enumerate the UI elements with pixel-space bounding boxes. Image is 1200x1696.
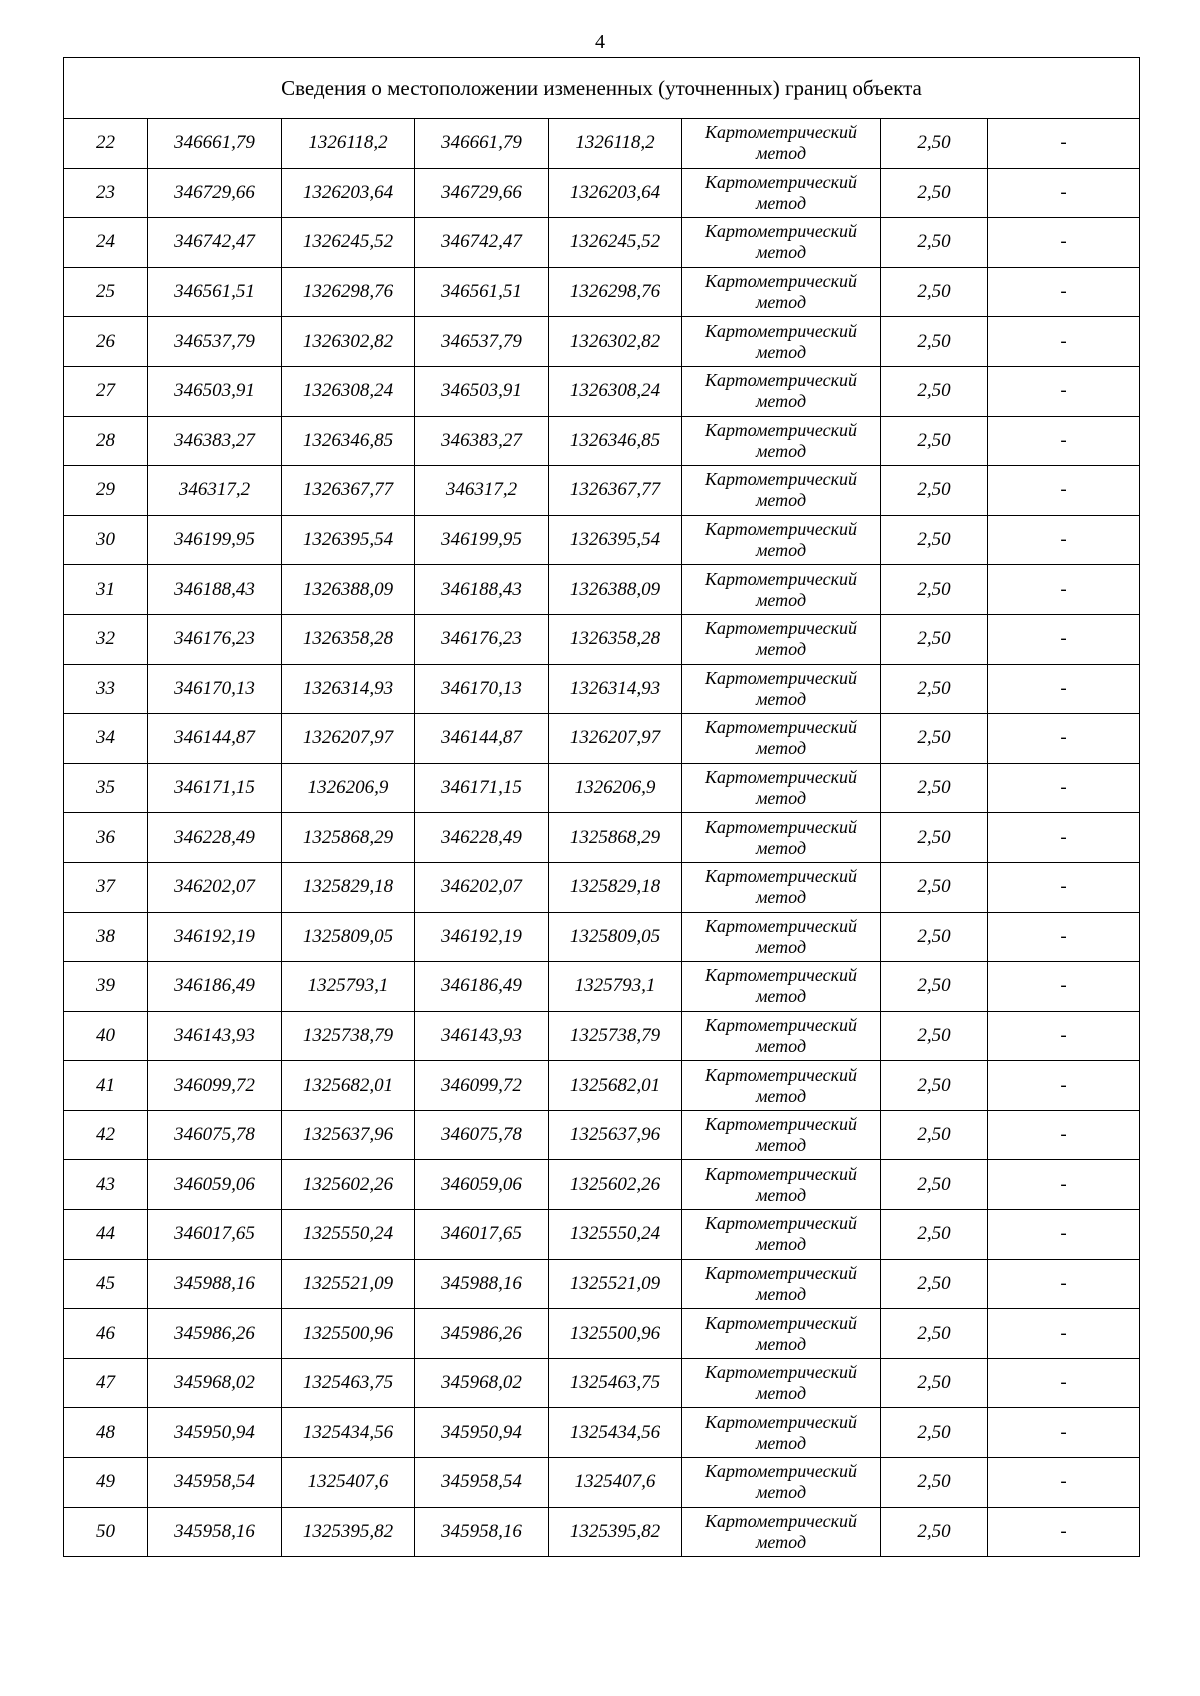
refined-x-cell: 345950,94 bbox=[415, 1408, 549, 1458]
note-cell: - bbox=[988, 862, 1140, 912]
method-cell: Картометрический метод bbox=[682, 1210, 881, 1260]
refined-x-cell: 346729,66 bbox=[415, 168, 549, 218]
table-row bbox=[64, 1309, 1140, 1359]
refined-x-cell: 346383,27 bbox=[415, 416, 549, 466]
existing-x-cell: 345988,16 bbox=[148, 1259, 282, 1309]
refined-x-cell: 346059,06 bbox=[415, 1160, 549, 1210]
method-cell: Картометрический метод bbox=[682, 862, 881, 912]
table-row bbox=[64, 1061, 1140, 1111]
refined-y-cell: 1325434,56 bbox=[549, 1408, 682, 1458]
point-number-cell: 29 bbox=[64, 466, 148, 516]
table-row bbox=[64, 862, 1140, 912]
method-cell: Картометрический метод bbox=[682, 317, 881, 367]
refined-y-cell: 1325395,82 bbox=[549, 1507, 682, 1557]
note-cell: - bbox=[988, 317, 1140, 367]
refined-x-cell: 346176,23 bbox=[415, 614, 549, 664]
existing-y-cell: 1325829,18 bbox=[282, 862, 415, 912]
table-row bbox=[64, 218, 1140, 268]
point-number-cell: 32 bbox=[64, 614, 148, 664]
point-number-cell: 44 bbox=[64, 1210, 148, 1260]
note-cell: - bbox=[988, 813, 1140, 863]
refined-y-cell: 1325637,96 bbox=[549, 1110, 682, 1160]
table-row bbox=[64, 714, 1140, 764]
accuracy-cell: 2,50 bbox=[881, 119, 988, 169]
refined-y-cell: 1326298,76 bbox=[549, 267, 682, 317]
existing-x-cell: 346017,65 bbox=[148, 1210, 282, 1260]
accuracy-cell: 2,50 bbox=[881, 1309, 988, 1359]
existing-y-cell: 1326358,28 bbox=[282, 614, 415, 664]
method-cell: Картометрический метод bbox=[682, 267, 881, 317]
table-body bbox=[64, 58, 1140, 1557]
method-cell: Картометрический метод bbox=[682, 1458, 881, 1508]
note-cell: - bbox=[988, 1160, 1140, 1210]
point-number-cell: 37 bbox=[64, 862, 148, 912]
point-number-cell: 35 bbox=[64, 763, 148, 813]
existing-x-cell: 346561,51 bbox=[148, 267, 282, 317]
table-row bbox=[64, 962, 1140, 1012]
note-cell: - bbox=[988, 763, 1140, 813]
existing-x-cell: 346075,78 bbox=[148, 1110, 282, 1160]
note-cell: - bbox=[988, 168, 1140, 218]
existing-y-cell: 1326302,82 bbox=[282, 317, 415, 367]
existing-y-cell: 1325407,6 bbox=[282, 1458, 415, 1508]
refined-x-cell: 346170,13 bbox=[415, 664, 549, 714]
existing-y-cell: 1325793,1 bbox=[282, 962, 415, 1012]
refined-x-cell: 345968,02 bbox=[415, 1358, 549, 1408]
table-header-row bbox=[64, 58, 1140, 119]
accuracy-cell: 2,50 bbox=[881, 565, 988, 615]
table-row bbox=[64, 366, 1140, 416]
method-cell: Картометрический метод bbox=[682, 664, 881, 714]
refined-x-cell: 346561,51 bbox=[415, 267, 549, 317]
page-number: 4 bbox=[595, 31, 605, 53]
accuracy-cell: 2,50 bbox=[881, 1011, 988, 1061]
table-row bbox=[64, 1210, 1140, 1260]
method-cell: Картометрический метод bbox=[682, 1011, 881, 1061]
refined-y-cell: 1325407,6 bbox=[549, 1458, 682, 1508]
refined-x-cell: 346186,49 bbox=[415, 962, 549, 1012]
point-number-cell: 24 bbox=[64, 218, 148, 268]
existing-x-cell: 345950,94 bbox=[148, 1408, 282, 1458]
note-cell: - bbox=[988, 1408, 1140, 1458]
refined-x-cell: 346537,79 bbox=[415, 317, 549, 367]
existing-y-cell: 1325521,09 bbox=[282, 1259, 415, 1309]
existing-y-cell: 1325682,01 bbox=[282, 1061, 415, 1111]
refined-y-cell: 1325463,75 bbox=[549, 1358, 682, 1408]
accuracy-cell: 2,50 bbox=[881, 366, 988, 416]
table-row bbox=[64, 1011, 1140, 1061]
note-cell: - bbox=[988, 1358, 1140, 1408]
existing-x-cell: 346176,23 bbox=[148, 614, 282, 664]
refined-y-cell: 1326118,2 bbox=[549, 119, 682, 169]
point-number-cell: 49 bbox=[64, 1458, 148, 1508]
method-cell: Картометрический метод bbox=[682, 763, 881, 813]
refined-y-cell: 1326367,77 bbox=[549, 466, 682, 516]
existing-y-cell: 1326118,2 bbox=[282, 119, 415, 169]
refined-y-cell: 1325809,05 bbox=[549, 912, 682, 962]
note-cell: - bbox=[988, 962, 1140, 1012]
accuracy-cell: 2,50 bbox=[881, 763, 988, 813]
table-row bbox=[64, 912, 1140, 962]
point-number-cell: 50 bbox=[64, 1507, 148, 1557]
existing-y-cell: 1325463,75 bbox=[282, 1358, 415, 1408]
note-cell: - bbox=[988, 912, 1140, 962]
point-number-cell: 36 bbox=[64, 813, 148, 863]
note-cell: - bbox=[988, 416, 1140, 466]
point-number-cell: 33 bbox=[64, 664, 148, 714]
existing-y-cell: 1326314,93 bbox=[282, 664, 415, 714]
refined-y-cell: 1326358,28 bbox=[549, 614, 682, 664]
accuracy-cell: 2,50 bbox=[881, 862, 988, 912]
refined-y-cell: 1326203,64 bbox=[549, 168, 682, 218]
point-number-cell: 40 bbox=[64, 1011, 148, 1061]
accuracy-cell: 2,50 bbox=[881, 317, 988, 367]
table-row bbox=[64, 267, 1140, 317]
refined-x-cell: 346228,49 bbox=[415, 813, 549, 863]
point-number-cell: 46 bbox=[64, 1309, 148, 1359]
refined-x-cell: 346144,87 bbox=[415, 714, 549, 764]
note-cell: - bbox=[988, 1210, 1140, 1260]
table-row bbox=[64, 813, 1140, 863]
accuracy-cell: 2,50 bbox=[881, 714, 988, 764]
table-row bbox=[64, 565, 1140, 615]
refined-x-cell: 345988,16 bbox=[415, 1259, 549, 1309]
note-cell: - bbox=[988, 1309, 1140, 1359]
method-cell: Картометрический метод bbox=[682, 565, 881, 615]
note-cell: - bbox=[988, 1061, 1140, 1111]
point-number-cell: 45 bbox=[64, 1259, 148, 1309]
method-cell: Картометрический метод bbox=[682, 1408, 881, 1458]
existing-y-cell: 1326298,76 bbox=[282, 267, 415, 317]
method-cell: Картометрический метод bbox=[682, 1358, 881, 1408]
method-cell: Картометрический метод bbox=[682, 614, 881, 664]
existing-y-cell: 1326388,09 bbox=[282, 565, 415, 615]
existing-x-cell: 346144,87 bbox=[148, 714, 282, 764]
refined-x-cell: 346317,2 bbox=[415, 466, 549, 516]
point-number-cell: 27 bbox=[64, 366, 148, 416]
point-number-cell: 34 bbox=[64, 714, 148, 764]
point-number-cell: 22 bbox=[64, 119, 148, 169]
method-cell: Картометрический метод bbox=[682, 1160, 881, 1210]
existing-x-cell: 346199,95 bbox=[148, 515, 282, 565]
boundary-coordinates-table bbox=[63, 57, 1140, 1557]
refined-y-cell: 1326302,82 bbox=[549, 317, 682, 367]
existing-y-cell: 1326395,54 bbox=[282, 515, 415, 565]
method-cell: Картометрический метод bbox=[682, 714, 881, 764]
existing-y-cell: 1326207,97 bbox=[282, 714, 415, 764]
refined-x-cell: 346143,93 bbox=[415, 1011, 549, 1061]
existing-x-cell: 346171,15 bbox=[148, 763, 282, 813]
existing-x-cell: 346742,47 bbox=[148, 218, 282, 268]
refined-x-cell: 345986,26 bbox=[415, 1309, 549, 1359]
refined-y-cell: 1326245,52 bbox=[549, 218, 682, 268]
refined-y-cell: 1325602,26 bbox=[549, 1160, 682, 1210]
existing-x-cell: 345986,26 bbox=[148, 1309, 282, 1359]
accuracy-cell: 2,50 bbox=[881, 614, 988, 664]
point-number-cell: 39 bbox=[64, 962, 148, 1012]
note-cell: - bbox=[988, 1259, 1140, 1309]
method-cell: Картометрический метод bbox=[682, 1110, 881, 1160]
existing-x-cell: 345958,16 bbox=[148, 1507, 282, 1557]
method-cell: Картометрический метод bbox=[682, 218, 881, 268]
accuracy-cell: 2,50 bbox=[881, 267, 988, 317]
method-cell: Картометрический метод bbox=[682, 813, 881, 863]
existing-x-cell: 346143,93 bbox=[148, 1011, 282, 1061]
table-row bbox=[64, 664, 1140, 714]
table-row bbox=[64, 1358, 1140, 1408]
refined-y-cell: 1326395,54 bbox=[549, 515, 682, 565]
existing-x-cell: 346192,19 bbox=[148, 912, 282, 962]
refined-y-cell: 1326206,9 bbox=[549, 763, 682, 813]
refined-y-cell: 1325500,96 bbox=[549, 1309, 682, 1359]
existing-y-cell: 1325738,79 bbox=[282, 1011, 415, 1061]
refined-y-cell: 1325829,18 bbox=[549, 862, 682, 912]
existing-x-cell: 346170,13 bbox=[148, 664, 282, 714]
existing-y-cell: 1326346,85 bbox=[282, 416, 415, 466]
note-cell: - bbox=[988, 119, 1140, 169]
existing-x-cell: 346729,66 bbox=[148, 168, 282, 218]
accuracy-cell: 2,50 bbox=[881, 218, 988, 268]
accuracy-cell: 2,50 bbox=[881, 1507, 988, 1557]
existing-x-cell: 346503,91 bbox=[148, 366, 282, 416]
refined-y-cell: 1326388,09 bbox=[549, 565, 682, 615]
method-cell: Картометрический метод bbox=[682, 366, 881, 416]
accuracy-cell: 2,50 bbox=[881, 813, 988, 863]
refined-y-cell: 1325550,24 bbox=[549, 1210, 682, 1260]
point-number-cell: 41 bbox=[64, 1061, 148, 1111]
note-cell: - bbox=[988, 1458, 1140, 1508]
refined-x-cell: 346503,91 bbox=[415, 366, 549, 416]
note-cell: - bbox=[988, 714, 1140, 764]
refined-x-cell: 346075,78 bbox=[415, 1110, 549, 1160]
note-cell: - bbox=[988, 366, 1140, 416]
point-number-cell: 30 bbox=[64, 515, 148, 565]
method-cell: Картометрический метод bbox=[682, 962, 881, 1012]
refined-y-cell: 1325868,29 bbox=[549, 813, 682, 863]
existing-y-cell: 1325809,05 bbox=[282, 912, 415, 962]
method-cell: Картометрический метод bbox=[682, 416, 881, 466]
table-row bbox=[64, 1259, 1140, 1309]
existing-y-cell: 1325637,96 bbox=[282, 1110, 415, 1160]
method-cell: Картометрический метод bbox=[682, 1259, 881, 1309]
refined-x-cell: 346661,79 bbox=[415, 119, 549, 169]
point-number-cell: 31 bbox=[64, 565, 148, 615]
method-cell: Картометрический метод bbox=[682, 515, 881, 565]
method-cell: Картометрический метод bbox=[682, 1507, 881, 1557]
refined-y-cell: 1325793,1 bbox=[549, 962, 682, 1012]
note-cell: - bbox=[988, 1110, 1140, 1160]
existing-y-cell: 1325395,82 bbox=[282, 1507, 415, 1557]
method-cell: Картометрический метод bbox=[682, 119, 881, 169]
table-row bbox=[64, 515, 1140, 565]
point-number-cell: 28 bbox=[64, 416, 148, 466]
existing-x-cell: 345958,54 bbox=[148, 1458, 282, 1508]
table-row bbox=[64, 1110, 1140, 1160]
note-cell: - bbox=[988, 267, 1140, 317]
table-row bbox=[64, 1408, 1140, 1458]
method-cell: Картометрический метод bbox=[682, 168, 881, 218]
refined-y-cell: 1325521,09 bbox=[549, 1259, 682, 1309]
refined-y-cell: 1325738,79 bbox=[549, 1011, 682, 1061]
refined-x-cell: 346188,43 bbox=[415, 565, 549, 615]
refined-x-cell: 346202,07 bbox=[415, 862, 549, 912]
accuracy-cell: 2,50 bbox=[881, 1210, 988, 1260]
existing-x-cell: 345968,02 bbox=[148, 1358, 282, 1408]
existing-x-cell: 346059,06 bbox=[148, 1160, 282, 1210]
accuracy-cell: 2,50 bbox=[881, 1458, 988, 1508]
existing-x-cell: 346661,79 bbox=[148, 119, 282, 169]
point-number-cell: 23 bbox=[64, 168, 148, 218]
table-row bbox=[64, 1458, 1140, 1508]
existing-y-cell: 1326245,52 bbox=[282, 218, 415, 268]
table-row bbox=[64, 466, 1140, 516]
existing-y-cell: 1326308,24 bbox=[282, 366, 415, 416]
point-number-cell: 38 bbox=[64, 912, 148, 962]
accuracy-cell: 2,50 bbox=[881, 1110, 988, 1160]
method-cell: Картометрический метод bbox=[682, 912, 881, 962]
point-number-cell: 26 bbox=[64, 317, 148, 367]
existing-y-cell: 1326206,9 bbox=[282, 763, 415, 813]
note-cell: - bbox=[988, 1011, 1140, 1061]
table-row bbox=[64, 119, 1140, 169]
existing-y-cell: 1326367,77 bbox=[282, 466, 415, 516]
table-row bbox=[64, 763, 1140, 813]
point-number-cell: 25 bbox=[64, 267, 148, 317]
table-title: Сведения о местоположении измененных (уточненных) границ объекта bbox=[64, 58, 1140, 119]
table-row bbox=[64, 614, 1140, 664]
accuracy-cell: 2,50 bbox=[881, 416, 988, 466]
note-cell: - bbox=[988, 565, 1140, 615]
point-number-cell: 48 bbox=[64, 1408, 148, 1458]
existing-x-cell: 346537,79 bbox=[148, 317, 282, 367]
note-cell: - bbox=[988, 664, 1140, 714]
accuracy-cell: 2,50 bbox=[881, 664, 988, 714]
refined-y-cell: 1326346,85 bbox=[549, 416, 682, 466]
method-cell: Картометрический метод bbox=[682, 466, 881, 516]
refined-x-cell: 346199,95 bbox=[415, 515, 549, 565]
point-number-cell: 43 bbox=[64, 1160, 148, 1210]
point-number-cell: 42 bbox=[64, 1110, 148, 1160]
refined-x-cell: 346192,19 bbox=[415, 912, 549, 962]
existing-y-cell: 1325550,24 bbox=[282, 1210, 415, 1260]
accuracy-cell: 2,50 bbox=[881, 1259, 988, 1309]
method-cell: Картометрический метод bbox=[682, 1309, 881, 1359]
existing-x-cell: 346099,72 bbox=[148, 1061, 282, 1111]
table-row bbox=[64, 1160, 1140, 1210]
refined-x-cell: 346742,47 bbox=[415, 218, 549, 268]
existing-x-cell: 346228,49 bbox=[148, 813, 282, 863]
accuracy-cell: 2,50 bbox=[881, 1061, 988, 1111]
accuracy-cell: 2,50 bbox=[881, 912, 988, 962]
existing-y-cell: 1326203,64 bbox=[282, 168, 415, 218]
table-row bbox=[64, 1507, 1140, 1557]
existing-y-cell: 1325500,96 bbox=[282, 1309, 415, 1359]
method-cell: Картометрический метод bbox=[682, 1061, 881, 1111]
refined-y-cell: 1325682,01 bbox=[549, 1061, 682, 1111]
refined-x-cell: 346171,15 bbox=[415, 763, 549, 813]
refined-y-cell: 1326314,93 bbox=[549, 664, 682, 714]
existing-y-cell: 1325602,26 bbox=[282, 1160, 415, 1210]
accuracy-cell: 2,50 bbox=[881, 515, 988, 565]
accuracy-cell: 2,50 bbox=[881, 1408, 988, 1458]
note-cell: - bbox=[988, 466, 1140, 516]
note-cell: - bbox=[988, 515, 1140, 565]
refined-x-cell: 345958,16 bbox=[415, 1507, 549, 1557]
accuracy-cell: 2,50 bbox=[881, 1358, 988, 1408]
accuracy-cell: 2,50 bbox=[881, 466, 988, 516]
refined-y-cell: 1326308,24 bbox=[549, 366, 682, 416]
existing-y-cell: 1325868,29 bbox=[282, 813, 415, 863]
existing-x-cell: 346186,49 bbox=[148, 962, 282, 1012]
refined-y-cell: 1326207,97 bbox=[549, 714, 682, 764]
accuracy-cell: 2,50 bbox=[881, 168, 988, 218]
existing-y-cell: 1325434,56 bbox=[282, 1408, 415, 1458]
accuracy-cell: 2,50 bbox=[881, 1160, 988, 1210]
existing-x-cell: 346202,07 bbox=[148, 862, 282, 912]
note-cell: - bbox=[988, 614, 1140, 664]
table-row bbox=[64, 317, 1140, 367]
existing-x-cell: 346317,2 bbox=[148, 466, 282, 516]
refined-x-cell: 346099,72 bbox=[415, 1061, 549, 1111]
table-row bbox=[64, 168, 1140, 218]
refined-x-cell: 346017,65 bbox=[415, 1210, 549, 1260]
accuracy-cell: 2,50 bbox=[881, 962, 988, 1012]
existing-x-cell: 346383,27 bbox=[148, 416, 282, 466]
existing-x-cell: 346188,43 bbox=[148, 565, 282, 615]
note-cell: - bbox=[988, 218, 1140, 268]
note-cell: - bbox=[988, 1507, 1140, 1557]
table-row bbox=[64, 416, 1140, 466]
refined-x-cell: 345958,54 bbox=[415, 1458, 549, 1508]
point-number-cell: 47 bbox=[64, 1358, 148, 1408]
